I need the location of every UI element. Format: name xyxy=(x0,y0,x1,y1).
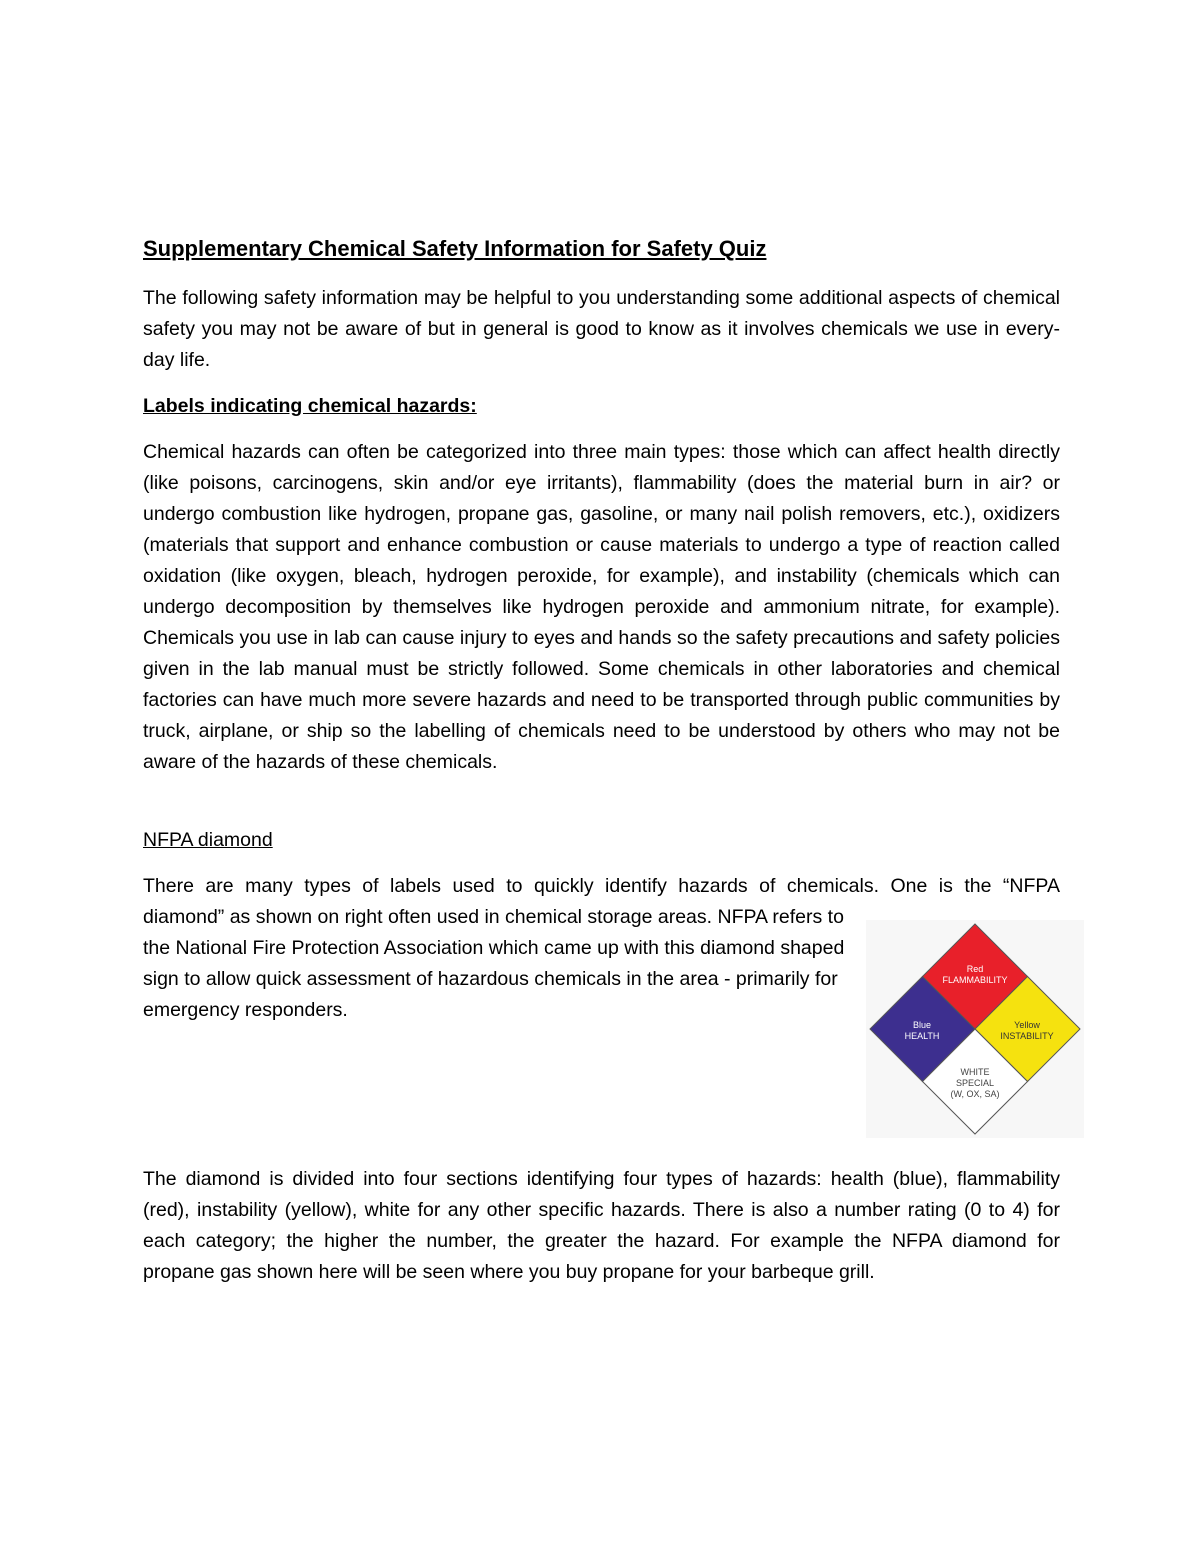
nfpa-heading: NFPA diamond xyxy=(143,829,273,851)
blue-label-line2: HEALTH xyxy=(904,1031,940,1041)
yellow-label-line2: INSTABILITY xyxy=(1000,1031,1054,1041)
nfpa-diamond-image xyxy=(866,920,1084,1138)
intro-paragraph: The following safety information may be helpful to you understanding some additional aspects of chemical safety you may not be aware of but in general is good to know as it involves chemicals we use in every-day life. xyxy=(143,287,1060,371)
labels-heading: Labels indicating chemical hazards: xyxy=(143,395,477,417)
nfpa-paragraph-line1: There are many types of labels used to quickly identify hazards of chemicals. One is the “NFPA xyxy=(143,875,1060,897)
hazards-paragraph: Chemical hazards can often be categorized into three main types: those which can affect health directly (like poisons, carcinogens, skin and/or eye irritants), flammability (does the material burn in air? or undergo combustion like hydrogen, propane gas, gasoline, or many nail polish removers, etc.), oxidizers (materials that support and enhance combustion or cause materials to undergo a type of reaction called oxidation (like oxygen, bleach, hydrogen peroxide, for example), and instability (chemicals which can undergo decomposition by themselves like hydrogen peroxide and ammonium nitrate, for example). Chemicals you use in lab can cause injury to eyes and hands so the safety precautions and safety policies given in the lab manual must be strictly followed. Some chemicals in other laboratories and chemical factories can have much more severe hazards and need to be transported through public communities by truck, airplane, or ship so the labelling of chemicals need to be understood by others who may not be aware of the hazards of these chemicals. xyxy=(143,441,1060,773)
page-title: Supplementary Chemical Safety Information for Safety Quiz xyxy=(143,236,767,261)
white-label-line2: SPECIAL xyxy=(955,1078,995,1088)
yellow-label-line1: Yellow xyxy=(1014,1020,1040,1030)
diamond-paragraph: The diamond is divided into four sections identifying four types of hazards: health (blue), flammability (red), instability (yellow), white for any other specific hazards. There is also a number rating (0 to 4) for each category; the higher the number, the greater the hazard. For example the NFPA diamond for propane gas shown here will be seen where you buy propane for your barbeque grill. xyxy=(143,1168,1060,1283)
red-label-line2: FLAMMABILITY xyxy=(942,975,1008,985)
blue-label-line1: Blue xyxy=(912,1020,932,1030)
white-label-line1: WHITE xyxy=(960,1067,990,1077)
nfpa-paragraph-rest: diamond” as shown on right often used in chemical storage areas. NFPA refers to the National Fire Protection Association which came up with this diamond shaped sign to allow quick assessment of hazardous chemicals in the area - primarily for emergency responders. xyxy=(143,906,845,1021)
white-label-line3: (W, OX, SA) xyxy=(950,1089,1000,1099)
red-label-line1: Red xyxy=(966,964,984,974)
nfpa-diamond-svg xyxy=(866,920,1084,1138)
